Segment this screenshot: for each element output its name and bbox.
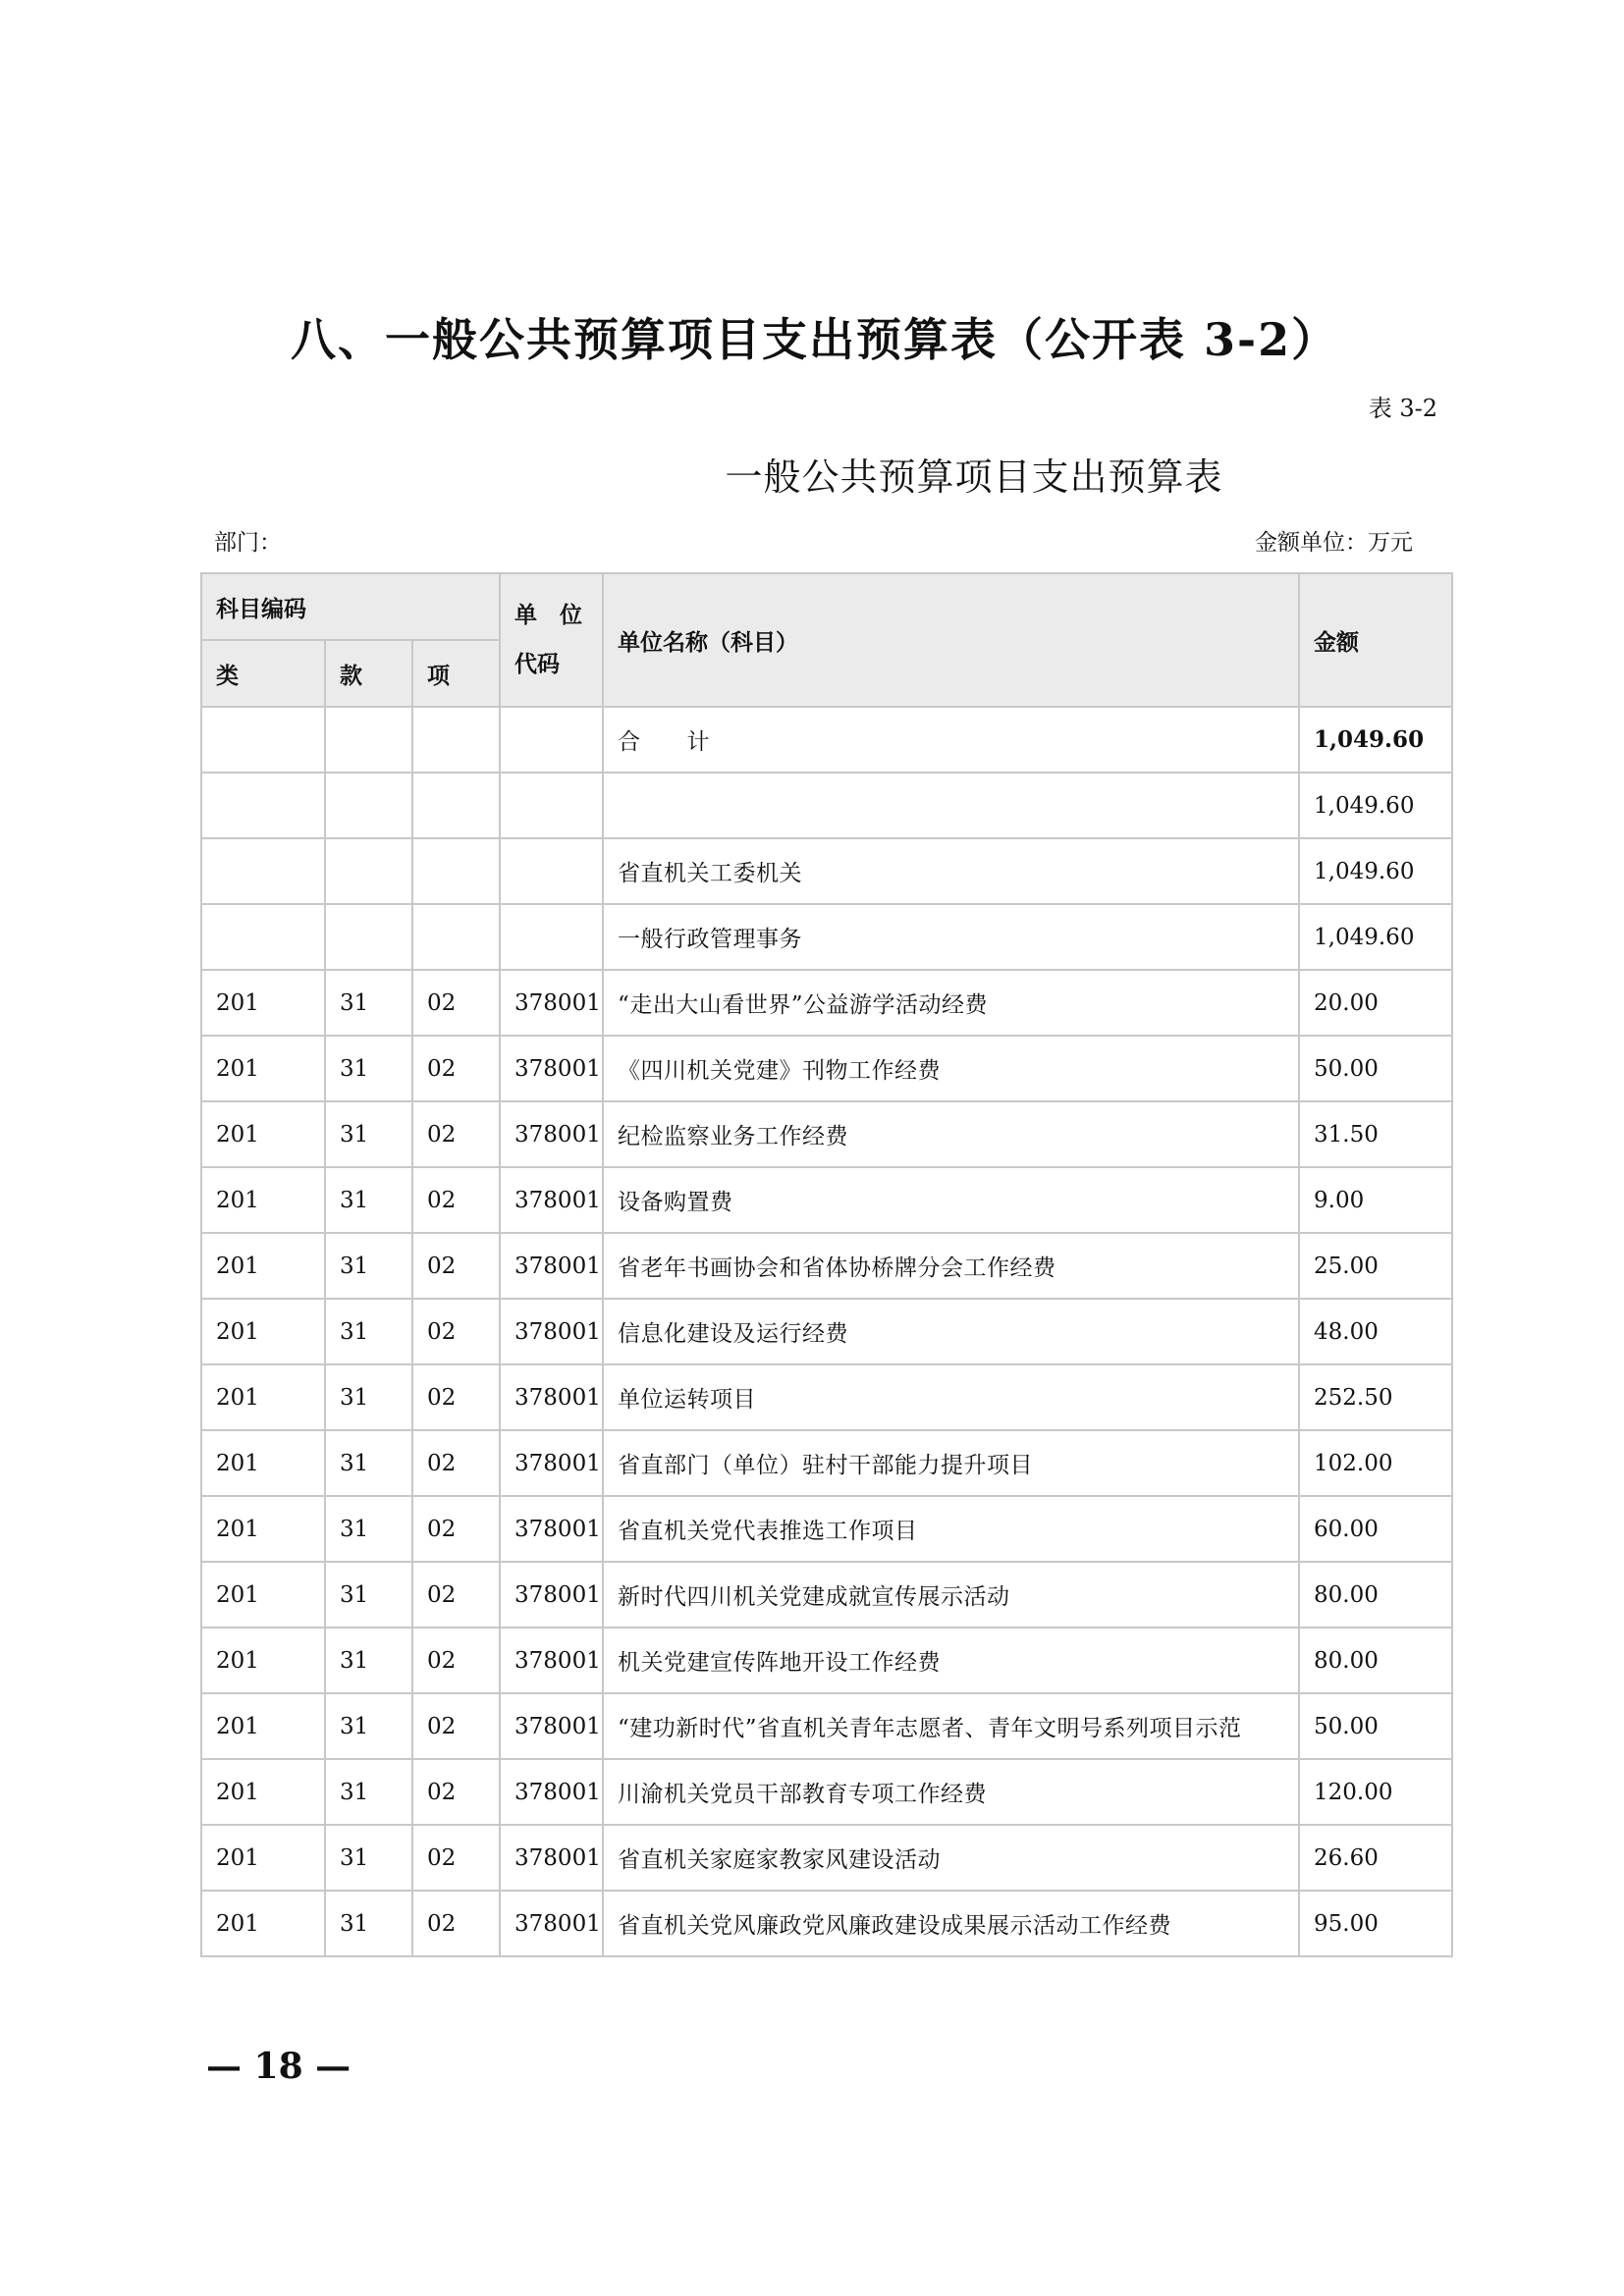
cell-amount: 102.00 xyxy=(1299,1430,1452,1496)
cell-xiang xyxy=(412,838,500,904)
cell-amount: 31.50 xyxy=(1299,1101,1452,1167)
header-unit-name: 单位名称（科目） xyxy=(603,573,1299,707)
cell-kuan: 31 xyxy=(325,1693,412,1759)
cell-name: 设备购置费 xyxy=(603,1167,1299,1233)
cell-amount: 80.00 xyxy=(1299,1562,1452,1628)
table-row-total xyxy=(201,707,1452,773)
cell-xiang: 02 xyxy=(412,1891,500,1956)
cell-lei xyxy=(201,773,325,838)
budget-table xyxy=(200,572,1453,1957)
cell-xiang: 02 xyxy=(412,1759,500,1825)
table-title: 一般公共预算项目支出预算表 xyxy=(725,455,1223,499)
cell-name: 单位运转项目 xyxy=(603,1364,1299,1430)
cell-lei xyxy=(201,904,325,970)
cell-name xyxy=(603,773,1299,838)
cell-lei: 201 xyxy=(201,1101,325,1167)
cell-xiang: 02 xyxy=(412,1430,500,1496)
table-row xyxy=(201,1693,1452,1759)
cell-amount-total: 1,049.60 xyxy=(1299,707,1452,773)
cell-code: 378001 xyxy=(500,1759,603,1825)
table-header xyxy=(201,573,1452,707)
cell-lei xyxy=(201,838,325,904)
cell-code: 378001 xyxy=(500,1891,603,1956)
cell-code: 378001 xyxy=(500,1036,603,1101)
header-unit-code xyxy=(500,573,603,707)
table-row xyxy=(201,1628,1452,1693)
cell-xiang: 02 xyxy=(412,1036,500,1101)
cell-xiang: 02 xyxy=(412,1233,500,1299)
cell-kuan: 31 xyxy=(325,1299,412,1364)
table-row xyxy=(201,1562,1452,1628)
cell-name: 新时代四川机关党建成就宣传展示活动 xyxy=(603,1562,1299,1628)
cell-amount: 26.60 xyxy=(1299,1825,1452,1891)
cell-lei: 201 xyxy=(201,1628,325,1693)
cell-xiang: 02 xyxy=(412,1562,500,1628)
cell-name: 机关党建宣传阵地开设工作经费 xyxy=(603,1628,1299,1693)
header-xiang: 项 xyxy=(412,640,500,707)
cell-amount: 1,049.60 xyxy=(1299,773,1452,838)
cell-code: 378001 xyxy=(500,1299,603,1364)
cell-xiang: 02 xyxy=(412,1628,500,1693)
cell-xiang: 02 xyxy=(412,1167,500,1233)
cell-lei: 201 xyxy=(201,1430,325,1496)
table-row-summary xyxy=(201,904,1452,970)
cell-kuan: 31 xyxy=(325,1825,412,1891)
table-row xyxy=(201,1167,1452,1233)
cell-xiang: 02 xyxy=(412,1825,500,1891)
cell-amount: 50.00 xyxy=(1299,1693,1452,1759)
cell-code: 378001 xyxy=(500,1167,603,1233)
cell-name: “走出大山看世界”公益游学活动经费 xyxy=(603,970,1299,1036)
cell-code xyxy=(500,773,603,838)
table-row xyxy=(201,1299,1452,1364)
cell-lei: 201 xyxy=(201,1825,325,1891)
cell-kuan xyxy=(325,904,412,970)
cell-name: “建功新时代”省直机关青年志愿者、青年文明号系列项目示范 xyxy=(603,1693,1299,1759)
cell-name: 纪检监察业务工作经费 xyxy=(603,1101,1299,1167)
table-row-summary xyxy=(201,773,1452,838)
table-row-summary xyxy=(201,838,1452,904)
cell-name: 《四川机关党建》刊物工作经费 xyxy=(603,1036,1299,1101)
table-row xyxy=(201,1430,1452,1496)
cell-name: 省直机关党风廉政党风廉政建设成果展示活动工作经费 xyxy=(603,1891,1299,1956)
cell-xiang: 02 xyxy=(412,970,500,1036)
cell-name: 省老年书画协会和省体协桥牌分会工作经费 xyxy=(603,1233,1299,1299)
cell-kuan: 31 xyxy=(325,1759,412,1825)
cell-kuan: 31 xyxy=(325,1891,412,1956)
cell-kuan: 31 xyxy=(325,1233,412,1299)
cell-amount: 120.00 xyxy=(1299,1759,1452,1825)
header-subject-code: 科目编码 xyxy=(201,573,500,640)
cell-name: 一般行政管理事务 xyxy=(603,904,1299,970)
table-row xyxy=(201,1364,1452,1430)
cell-lei: 201 xyxy=(201,1364,325,1430)
cell-code: 378001 xyxy=(500,1233,603,1299)
table-body xyxy=(201,707,1452,1956)
cell-code: 378001 xyxy=(500,1430,603,1496)
cell-code: 378001 xyxy=(500,1496,603,1562)
table-row xyxy=(201,1036,1452,1101)
cell-kuan: 31 xyxy=(325,1167,412,1233)
table-number: 表 3-2 xyxy=(1368,395,1437,422)
cell-kuan: 31 xyxy=(325,1496,412,1562)
cell-kuan: 31 xyxy=(325,1036,412,1101)
cell-amount: 25.00 xyxy=(1299,1233,1452,1299)
cell-kuan: 31 xyxy=(325,1101,412,1167)
cell-amount: 95.00 xyxy=(1299,1891,1452,1956)
table-row xyxy=(201,1233,1452,1299)
cell-code: 378001 xyxy=(500,1562,603,1628)
section-heading: 八、一般公共预算项目支出预算表（公开表 3-2） xyxy=(291,313,1339,366)
table-row xyxy=(201,970,1452,1036)
table-row xyxy=(201,1496,1452,1562)
cell-code: 378001 xyxy=(500,1825,603,1891)
cell-lei: 201 xyxy=(201,1693,325,1759)
header-unit-code-line1: 单 位 xyxy=(514,602,583,628)
header-unit-code-line2: 代码 xyxy=(514,651,561,677)
cell-xiang xyxy=(412,904,500,970)
cell-name: 川渝机关党员干部教育专项工作经费 xyxy=(603,1759,1299,1825)
cell-amount: 50.00 xyxy=(1299,1036,1452,1101)
cell-amount: 1,049.60 xyxy=(1299,838,1452,904)
cell-name: 省直机关工委机关 xyxy=(603,838,1299,904)
cell-amount: 60.00 xyxy=(1299,1496,1452,1562)
cell-lei: 201 xyxy=(201,1233,325,1299)
cell-name-total: 合 计 xyxy=(603,707,1299,773)
cell-xiang: 02 xyxy=(412,1299,500,1364)
cell-kuan xyxy=(325,838,412,904)
cell-lei: 201 xyxy=(201,1759,325,1825)
cell-amount: 80.00 xyxy=(1299,1628,1452,1693)
cell-kuan: 31 xyxy=(325,1628,412,1693)
table-row xyxy=(201,1891,1452,1956)
header-amount: 金额 xyxy=(1299,573,1452,707)
cell-amount: 252.50 xyxy=(1299,1364,1452,1430)
cell-lei xyxy=(201,707,325,773)
cell-kuan: 31 xyxy=(325,1364,412,1430)
cell-lei: 201 xyxy=(201,1562,325,1628)
cell-xiang xyxy=(412,707,500,773)
cell-lei: 201 xyxy=(201,1036,325,1101)
cell-amount: 48.00 xyxy=(1299,1299,1452,1364)
header-lei: 类 xyxy=(201,640,325,707)
cell-lei: 201 xyxy=(201,970,325,1036)
cell-code: 378001 xyxy=(500,1693,603,1759)
cell-amount: 1,049.60 xyxy=(1299,904,1452,970)
table-row xyxy=(201,1825,1452,1891)
amount-unit-label: 金额单位：万元 xyxy=(1255,530,1413,556)
cell-code: 378001 xyxy=(500,1364,603,1430)
cell-xiang: 02 xyxy=(412,1364,500,1430)
cell-code xyxy=(500,707,603,773)
cell-kuan xyxy=(325,773,412,838)
header-kuan: 款 xyxy=(325,640,412,707)
department-label: 部门： xyxy=(214,530,282,556)
cell-name: 省直机关家庭家教家风建设活动 xyxy=(603,1825,1299,1891)
cell-name: 省直机关党代表推选工作项目 xyxy=(603,1496,1299,1562)
cell-code xyxy=(500,838,603,904)
cell-code: 378001 xyxy=(500,1101,603,1167)
cell-xiang: 02 xyxy=(412,1101,500,1167)
cell-kuan: 31 xyxy=(325,1562,412,1628)
cell-lei: 201 xyxy=(201,1167,325,1233)
cell-kuan xyxy=(325,707,412,773)
table-row xyxy=(201,1759,1452,1825)
cell-amount: 20.00 xyxy=(1299,970,1452,1036)
cell-lei: 201 xyxy=(201,1891,325,1956)
page-number: — 18 — xyxy=(206,2046,352,2087)
cell-code: 378001 xyxy=(500,970,603,1036)
cell-xiang: 02 xyxy=(412,1496,500,1562)
cell-name: 信息化建设及运行经费 xyxy=(603,1299,1299,1364)
cell-lei: 201 xyxy=(201,1299,325,1364)
cell-kuan: 31 xyxy=(325,1430,412,1496)
cell-code: 378001 xyxy=(500,1628,603,1693)
cell-lei: 201 xyxy=(201,1496,325,1562)
cell-kuan: 31 xyxy=(325,970,412,1036)
cell-xiang xyxy=(412,773,500,838)
cell-code xyxy=(500,904,603,970)
cell-name: 省直部门（单位）驻村干部能力提升项目 xyxy=(603,1430,1299,1496)
cell-amount: 9.00 xyxy=(1299,1167,1452,1233)
table-row xyxy=(201,1101,1452,1167)
cell-xiang: 02 xyxy=(412,1693,500,1759)
